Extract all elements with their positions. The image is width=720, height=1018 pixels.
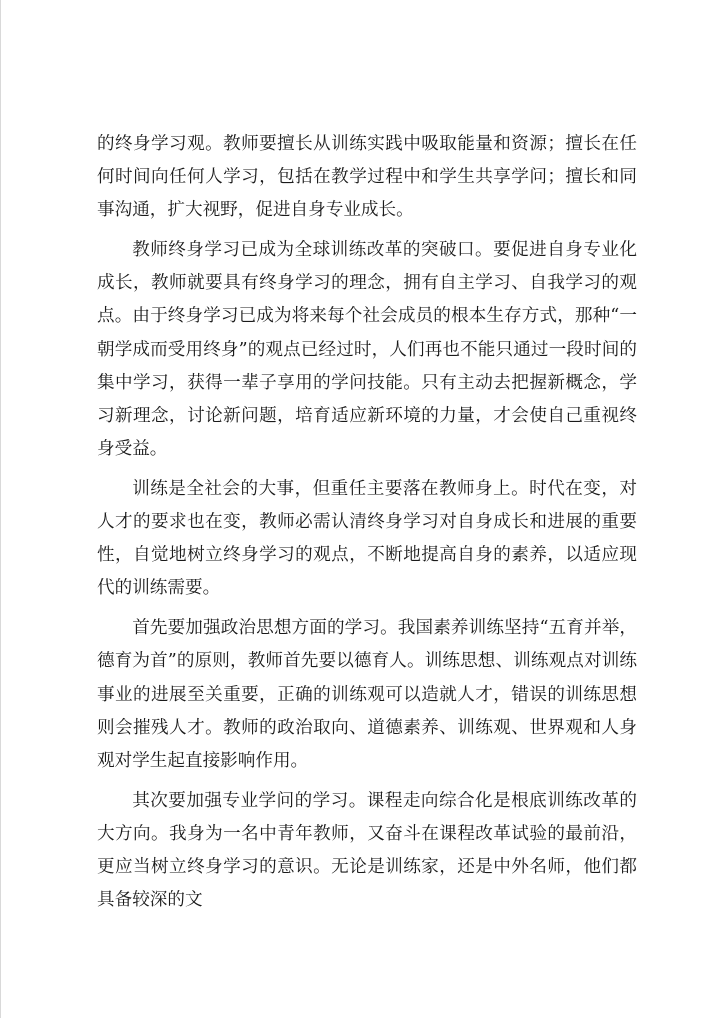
paragraph-4: 首先要加强政治思想方面的学习。我国素养训练坚持“五育并举，德育为首”的原则，教师首先要以德育人。训练思想、训练观点对训练事业的进展至关重要，正确的训练观可以造就人才，错误的训练思想则会摧残人才。教师的政治取向、道德素养、训练观、世界观和人身观对学生起直接影响作用。 [97, 618, 637, 771]
paragraph-5: 其次要加强专业学问的学习。课程走向综合化是根底训练改革的大方向。我身为一名中青年教师，又奋斗在课程改革试验的最前沿，更应当树立终身学习的意识。无论是训练家，还是中外名师，他们都具备较深的文 [97, 790, 637, 911]
paragraph-2: 教师终身学习已成为全球训练改革的突破口。要促进自身专业化成长，教师就要具有终身学习的理念，拥有自主学习、自我学习的观点。由于终身学习已成为将来每个社会成员的根本生存方式，那种“一朝学成而受用终身”的观点已经过时，人们再也不能只通过一段时间的集中学习，获得一辈子享用的学问技能。只有主动去把握新概念，学习新理念，讨论新问题，培育适应新环境的力量，才会使自己重视终身受益。 [97, 240, 637, 459]
paragraph-3: 训练是全社会的大事，但重任主要落在教师身上。时代在变，对人才的要求也在变，教师必需认清终身学习对自身成长和进展的重要性，自觉地树立终身学习的观点，不断地提高自身的素养，以适应现代的训练需要。 [97, 478, 637, 599]
paragraph-1: 的终身学习观。教师要擅长从训练实践中吸取能量和资源；擅长在任何时间向任何人学习，包括在教学过程中和学生共享学问；擅长和同事沟通，扩大视野，促进自身专业成长。 [97, 134, 637, 221]
document-body [97, 128, 637, 924]
